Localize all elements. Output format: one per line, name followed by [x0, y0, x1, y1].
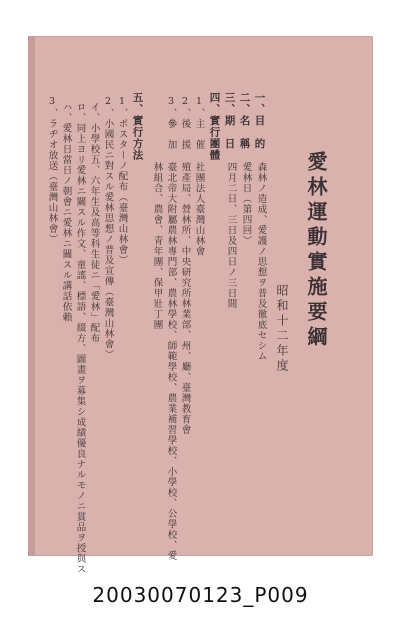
document-page [28, 36, 373, 575]
subsection-heading-host: 1、主 催 [193, 96, 205, 150]
subsection-text-participants-2: 林組合、農會、青年團、保甲壯丁團 [151, 162, 163, 330]
binding-edge [28, 36, 35, 556]
subsection-heading-participants: 3、參 加 [165, 96, 177, 150]
subsection-text-support: 殖產局、營林所、中央研究所林業部、州、廳、臺灣教育會 [179, 162, 191, 435]
image-caption: 20030070123_P009 [92, 583, 309, 607]
method-item-1: 1、ポスターノ配布（臺灣山林會） [116, 96, 128, 266]
subsection-text-participants-1: 臺北帝大附屬農林專門部、農林學校、師範學校、農業補習學校、小學校、公學校、愛 [165, 162, 177, 561]
document-title: 愛林運動實施要綱 [304, 151, 328, 351]
method-item-2-ha: ハ、愛林日當日ノ朝會ニ愛林ニ關スル講話依賴 [60, 102, 72, 323]
section-heading-purpose: 一、目 的 [253, 92, 266, 150]
section-text-dates: 四月二日、三日及四日ノ三日間 [225, 162, 237, 309]
document-date: 昭和十二年度 [275, 284, 289, 374]
method-item-2-ro: ロ、同上ヨリ愛林ニ關スル作文、童謠、標語、綴方、圖畫ヲ募集シ成績優良ナルモノニ賞品ヲ授與ス [74, 102, 86, 575]
section-text-purpose: 森林ノ造成、愛護ノ思想ヲ普及徹底セシム [255, 162, 267, 362]
method-item-3: 3、ラヂオ放送（臺灣山林會） [46, 96, 58, 245]
section-text-name: 愛林日（第四回） [240, 162, 252, 246]
subsection-heading-support: 2、後 援 [179, 96, 191, 150]
method-item-2-i: イ、小學校五、六年生及高等科生徒ニ「愛林」配布 [88, 102, 100, 344]
section-heading-organizations: 四、實行團體 [208, 92, 221, 161]
subsection-text-host: 社團法人臺灣山林會 [193, 162, 205, 257]
section-heading-name: 二、名 稱 [238, 92, 251, 150]
method-item-2: 2、小國民ニ對スル愛林思想ノ普及宣傳（臺灣山林會） [102, 96, 114, 360]
section-heading-dates: 三、期 日 [223, 92, 236, 150]
section-heading-methods: 五、實行方法 [131, 92, 144, 161]
